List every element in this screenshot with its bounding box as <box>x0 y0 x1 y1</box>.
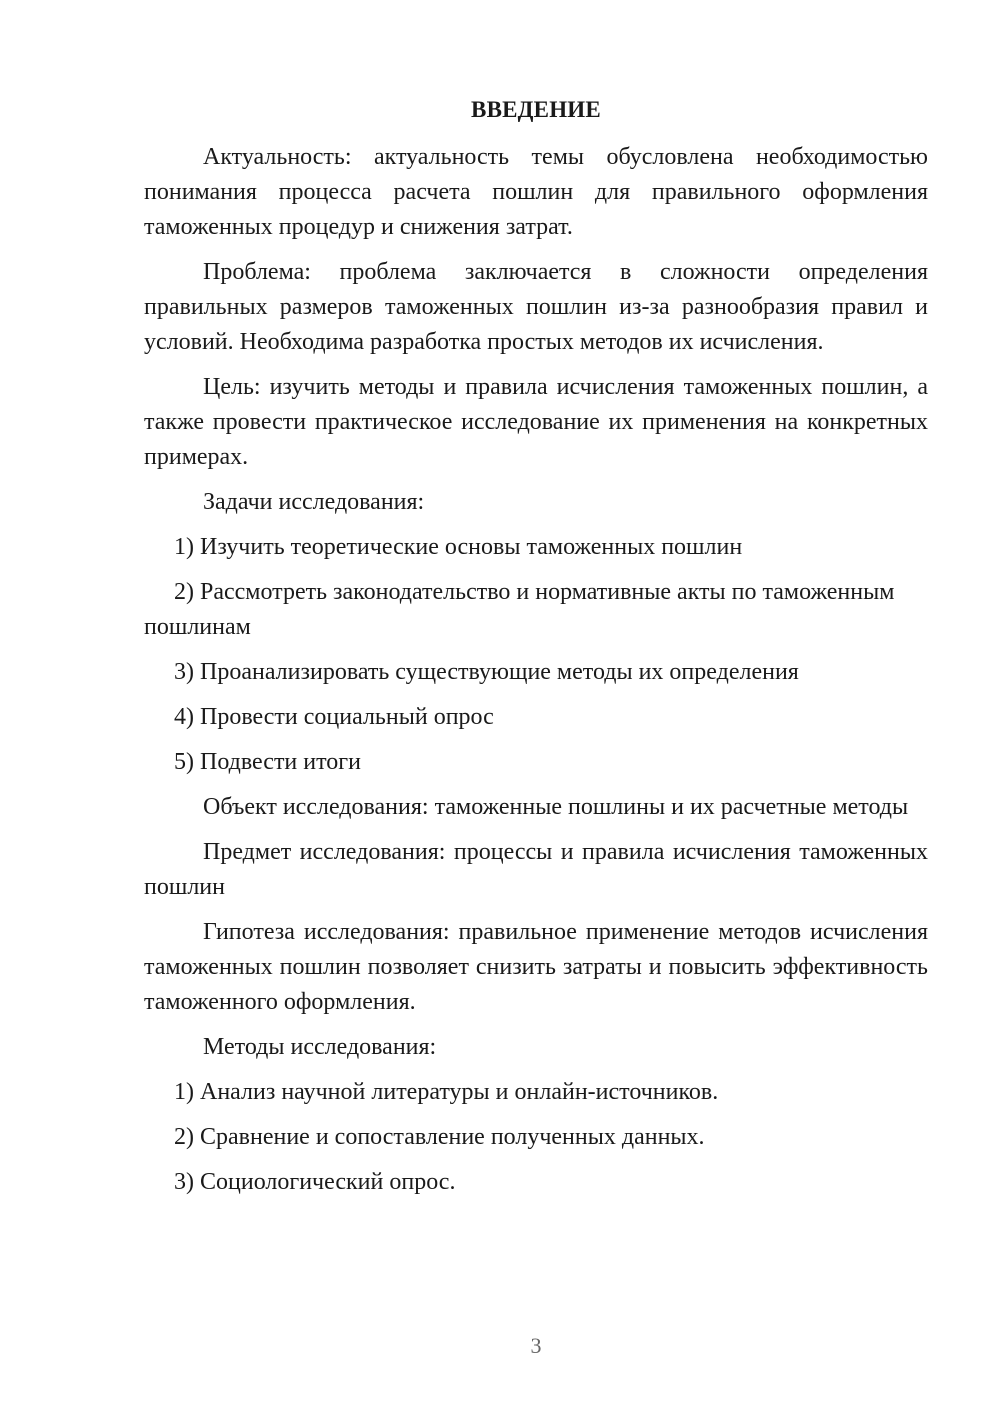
problem-paragraph: Проблема: проблема заключается в сложности определения правильных размеров таможенных пошлин из-за разнообразия правил и условий. Необходима разработка простых методов их исчисления. <box>144 259 928 355</box>
relevance-paragraph: Актуальность: актуальность темы обусловлена необходимостью понимания процесса расчета пошлин для правильного оформления таможенных процедур и снижения затрат. <box>144 144 928 240</box>
tasks-label: Задачи исследования: <box>203 489 425 515</box>
page-content <box>144 92 928 1210</box>
method-item: 1) Анализ научной литературы и онлайн-источников. <box>174 1079 719 1105</box>
goal-paragraph: Цель: изучить методы и правила исчисления таможенных пошлин, а также провести практическое исследование их применения на конкретных примерах. <box>144 374 928 470</box>
task-item: 1) Изучить теоретические основы таможенных пошлин <box>174 534 743 560</box>
task-item: 5) Подвести итоги <box>174 749 361 775</box>
methods-label: Методы исследования: <box>203 1034 437 1060</box>
method-item: 2) Сравнение и сопоставление полученных данных. <box>174 1124 705 1150</box>
page-title: ВВЕДЕНИЕ <box>471 97 601 122</box>
page-number: 3 <box>530 1333 542 1358</box>
hypothesis-paragraph: Гипотеза исследования: правильное применение методов исчисления таможенных пошлин позволяет снизить затраты и повысить эффективность таможенного оформления. <box>144 919 928 1015</box>
method-item: 3) Социологический опрос. <box>174 1169 456 1195</box>
task-item: 4) Провести социальный опрос <box>174 704 494 730</box>
task-item: 3) Проанализировать существующие методы их определения <box>174 659 799 685</box>
object-paragraph: Объект исследования: таможенные пошлины и их расчетные методы <box>203 794 909 820</box>
subject-paragraph: Предмет исследования: процессы и правила исчисления таможенных пошлин <box>144 839 928 900</box>
task-item: 2) Рассмотреть законодательство и нормативные акты по таможенным пошлинам <box>144 579 895 640</box>
